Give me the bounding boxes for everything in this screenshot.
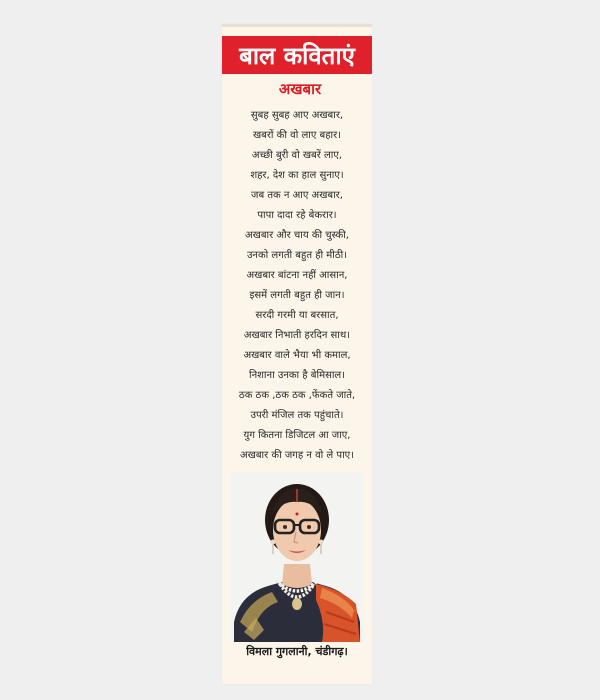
poem-line: शहर, देश का हाल सुनाए।	[250, 170, 344, 181]
poem-line: इसमें लगती बहुत ही जान।	[249, 290, 345, 301]
author-photo	[230, 472, 364, 642]
poem-title: अखबार	[278, 80, 322, 98]
section-header-banner	[222, 36, 372, 74]
poem-line: अखबार वाले भैया भी कमाल,	[243, 350, 351, 361]
section-title: बाल कविताएं	[239, 41, 355, 70]
poem-line: सुबह सुबह आए अखबार,	[250, 110, 344, 121]
poem-line: अच्छी बुरी वो खबरें लाए,	[251, 150, 343, 161]
poem-line: उपरी मंजिल तक पहुंचाते।	[250, 410, 344, 421]
poem-line: खबरों की वो लाए बहार।	[252, 130, 342, 141]
poem-line: अखबार और चाय की चुस्की,	[245, 230, 349, 241]
newspaper-clipping	[222, 24, 372, 684]
author-portrait-illustration	[230, 472, 364, 642]
poem-line: उनको लगती बहुत ही मीठी।	[246, 250, 348, 261]
poem-line: अखबार निभाती हरदिन साथ।	[243, 330, 351, 341]
poem-line: पापा दादा रहे बेकरार।	[257, 210, 337, 221]
poem-line: अखबार बांटना नहीं आसान,	[246, 270, 348, 281]
poem-body	[222, 106, 372, 466]
poem-line: युग कितना डिजिटल आ जाए,	[243, 430, 351, 441]
poem-line: ठक ठक ,ठक ठक ,फेंकते जाते,	[238, 390, 356, 401]
poem-line: अखबार की जगह न वो ले पाए।	[240, 450, 354, 461]
poem-line: निशाना उनका है बेमिसाल।	[248, 370, 346, 381]
poem-line: जब तक न आए अखबार,	[251, 190, 343, 201]
clipping-top-edge	[222, 24, 372, 27]
author-caption: विमला गुगलानी, चंडीगढ़।	[246, 645, 348, 658]
poem-line: सरदी गरमी या बरसात,	[255, 310, 339, 321]
